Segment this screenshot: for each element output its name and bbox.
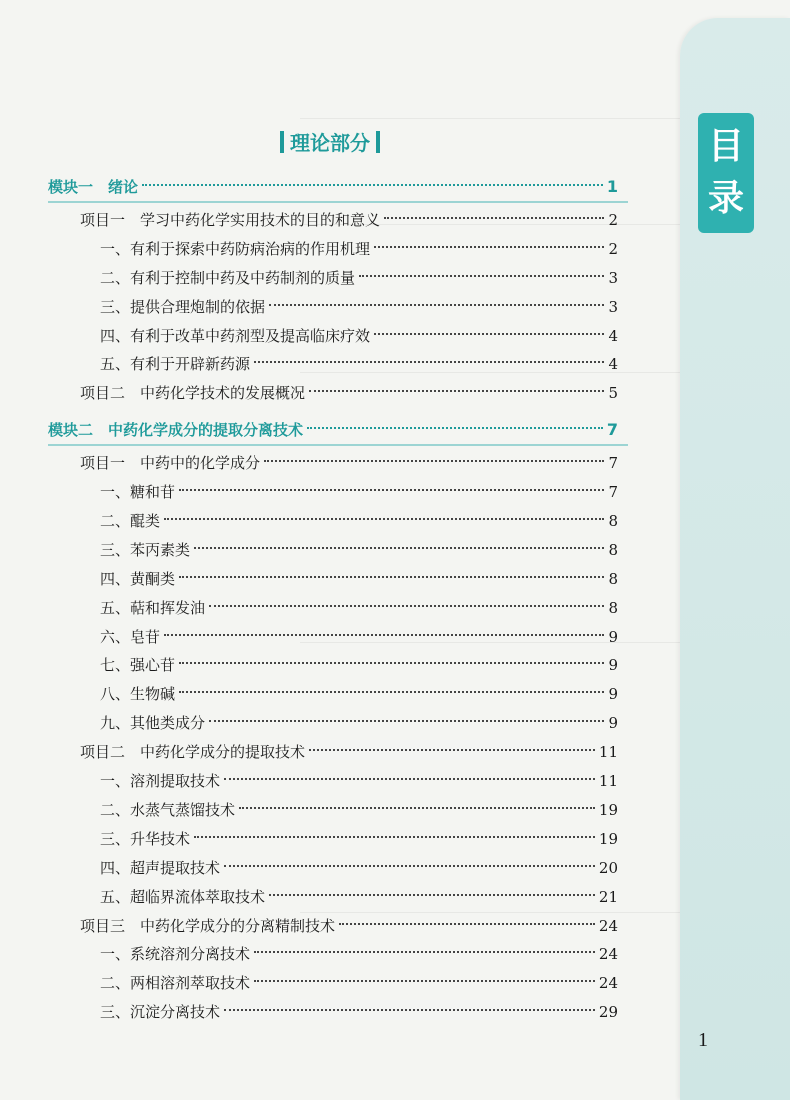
toc-item-row[interactable] — [100, 567, 618, 589]
toc-entry-title: 四、超声提取技术 — [100, 858, 221, 877]
dot-leader — [239, 792, 595, 809]
section-header — [0, 127, 660, 157]
toc-entry-title: 六、皂苷 — [100, 627, 161, 646]
toc-page-number: 24 — [598, 916, 618, 935]
toc-entry-title: 一、系统溶剂分离技术 — [100, 945, 251, 964]
toc-item-row[interactable] — [100, 596, 618, 618]
toc-entry-title: 七、强心苷 — [100, 656, 176, 675]
toc-item-row[interactable] — [100, 352, 618, 374]
toc-project-row[interactable] — [80, 208, 618, 230]
toc-page-number: 20 — [598, 858, 618, 877]
toc-item-row[interactable] — [100, 266, 618, 288]
dot-leader — [339, 908, 595, 925]
dot-leader — [194, 821, 595, 838]
dot-leader — [209, 705, 604, 722]
toc-item-row[interactable] — [100, 682, 618, 704]
toc-item-row[interactable] — [100, 324, 618, 346]
toc-entry-title: 四、黄酮类 — [100, 569, 176, 588]
section-title: 理论部分 — [290, 131, 370, 155]
toc-page-number: 24 — [598, 974, 618, 993]
dot-leader — [374, 318, 604, 335]
toc-item-row[interactable] — [100, 711, 618, 733]
toc-project-row[interactable] — [80, 381, 618, 403]
toc-entry-title: 五、超临界流体萃取技术 — [100, 887, 266, 906]
header-bar-left — [280, 131, 284, 153]
toc-page-number: 11 — [598, 772, 618, 790]
dot-leader — [269, 879, 595, 896]
toc-entry-title: 二、有利于控制中药及中药制剂的质量 — [100, 268, 356, 287]
dot-leader — [264, 445, 604, 462]
toc-entry-title: 项目二 中药化学技术的发展概况 — [80, 384, 306, 403]
toc-item-row[interactable] — [100, 295, 618, 317]
toc-item-row[interactable] — [100, 480, 618, 502]
toc-project-row[interactable] — [80, 914, 618, 936]
toc-page-number: 4 — [608, 355, 618, 374]
dot-leader — [269, 289, 604, 306]
contents-tab — [698, 113, 754, 233]
toc-page-number: 9 — [608, 685, 618, 704]
toc-item-row[interactable] — [100, 971, 618, 993]
toc-entry-title: 一、有利于探索中药防病治病的作用机理 — [100, 239, 371, 258]
toc-page-number: 7 — [608, 454, 618, 473]
dot-leader — [179, 561, 604, 578]
toc-page-number: 9 — [608, 627, 618, 646]
toc-page-number: 9 — [608, 714, 618, 733]
toc-item-row[interactable] — [100, 885, 618, 907]
toc-entry-title: 二、醌类 — [100, 511, 161, 530]
toc-page-number: 8 — [608, 569, 618, 588]
toc-entry-title: 项目三 中药化学成分的分离精制技术 — [80, 916, 336, 935]
toc-entry-title: 一、糖和苷 — [100, 483, 176, 501]
dot-leader — [309, 375, 604, 392]
toc-page-number: 8 — [608, 511, 618, 530]
header-bar-right — [376, 131, 380, 153]
toc-page-number: 11 — [598, 743, 618, 762]
toc-project-row[interactable] — [80, 451, 618, 473]
dot-leader — [224, 994, 595, 1011]
toc-entry-title: 模块二 中药化学成分的提取分离技术 — [48, 421, 304, 440]
toc-page-number: 7 — [606, 420, 618, 440]
page-number: 1 — [698, 1029, 708, 1051]
toc-page-number: 7 — [608, 483, 618, 501]
dot-leader — [254, 965, 595, 982]
toc-page-number: 3 — [608, 268, 618, 287]
dot-leader — [164, 619, 604, 636]
toc-item-row[interactable] — [100, 827, 618, 849]
dot-leader — [164, 503, 604, 520]
toc-entry-title: 三、升华技术 — [100, 829, 191, 848]
dot-leader — [307, 412, 603, 429]
toc-entry-title: 五、萜和挥发油 — [100, 598, 206, 617]
toc-item-row[interactable] — [100, 538, 618, 560]
toc-entry-title: 四、有利于改革中药剂型及提高临床疗效 — [100, 326, 371, 345]
dot-leader — [224, 763, 595, 780]
toc-item-row[interactable] — [100, 625, 618, 647]
toc-page-number: 19 — [598, 800, 618, 819]
toc-item-row[interactable] — [100, 509, 618, 531]
toc-item-row[interactable] — [100, 1000, 618, 1022]
toc-entry-title: 三、沉淀分离技术 — [100, 1003, 221, 1022]
toc-page-number: 8 — [608, 598, 618, 617]
toc-page-number: 9 — [608, 656, 618, 675]
dot-leader — [374, 231, 604, 248]
toc-page-number: 24 — [598, 945, 618, 964]
toc-page-number: 4 — [608, 326, 618, 345]
toc-entry-title: 项目一 学习中药化学实用技术的目的和意义 — [80, 210, 381, 229]
toc-page-number: 29 — [598, 1003, 618, 1022]
toc-entry-title: 项目二 中药化学成分的提取技术 — [80, 743, 306, 762]
toc-entry-title: 五、有利于开辟新药源 — [100, 355, 251, 374]
toc-item-row[interactable] — [100, 653, 618, 675]
toc-item-row[interactable] — [100, 856, 618, 878]
toc-page-number: 5 — [608, 384, 618, 403]
toc-entry-title: 二、水蒸气蒸馏技术 — [100, 800, 236, 819]
toc-item-row[interactable] — [100, 237, 618, 259]
contents-tab-char: 目 — [707, 126, 744, 167]
toc-page-number: 8 — [608, 540, 618, 559]
toc-page-number: 19 — [598, 829, 618, 848]
dot-leader — [179, 647, 604, 664]
bleed-line — [300, 118, 700, 119]
toc-entry-title: 项目一 中药中的化学成分 — [80, 454, 261, 473]
dot-leader — [179, 474, 604, 491]
dot-leader — [224, 850, 595, 867]
dot-leader — [142, 169, 603, 186]
toc-page-number: 1 — [606, 177, 618, 196]
dot-leader — [209, 590, 604, 607]
toc-entry-title: 一、溶剂提取技术 — [100, 772, 221, 790]
toc-module-row[interactable] — [48, 418, 618, 440]
toc-page-number: 3 — [608, 297, 618, 316]
toc-item-row[interactable] — [100, 798, 618, 820]
toc-item-row[interactable] — [100, 769, 618, 791]
toc-entry-title: 三、苯丙素类 — [100, 540, 191, 559]
toc-entry-title: 二、两相溶剂萃取技术 — [100, 974, 251, 993]
toc-module-row[interactable] — [48, 175, 618, 197]
contents-tab-char: 录 — [707, 178, 744, 219]
dot-leader — [309, 734, 595, 751]
toc-project-row[interactable] — [80, 740, 618, 762]
toc-entry-title: 模块一 绪论 — [48, 178, 139, 196]
toc-entry-title: 八、生物碱 — [100, 685, 176, 704]
dot-leader — [254, 346, 604, 363]
toc-entry-title: 三、提供合理炮制的依据 — [100, 297, 266, 316]
toc-page-number: 2 — [608, 239, 618, 258]
dot-leader — [254, 936, 595, 953]
dot-leader — [384, 202, 604, 219]
dot-leader — [194, 532, 604, 549]
toc-entry-title: 九、其他类成分 — [100, 714, 206, 733]
toc-page-number: 21 — [598, 887, 618, 906]
side-panel — [680, 18, 790, 1100]
toc-page-number: 2 — [608, 210, 618, 229]
dot-leader — [179, 676, 604, 693]
toc-item-row[interactable] — [100, 942, 618, 964]
dot-leader — [359, 260, 604, 277]
